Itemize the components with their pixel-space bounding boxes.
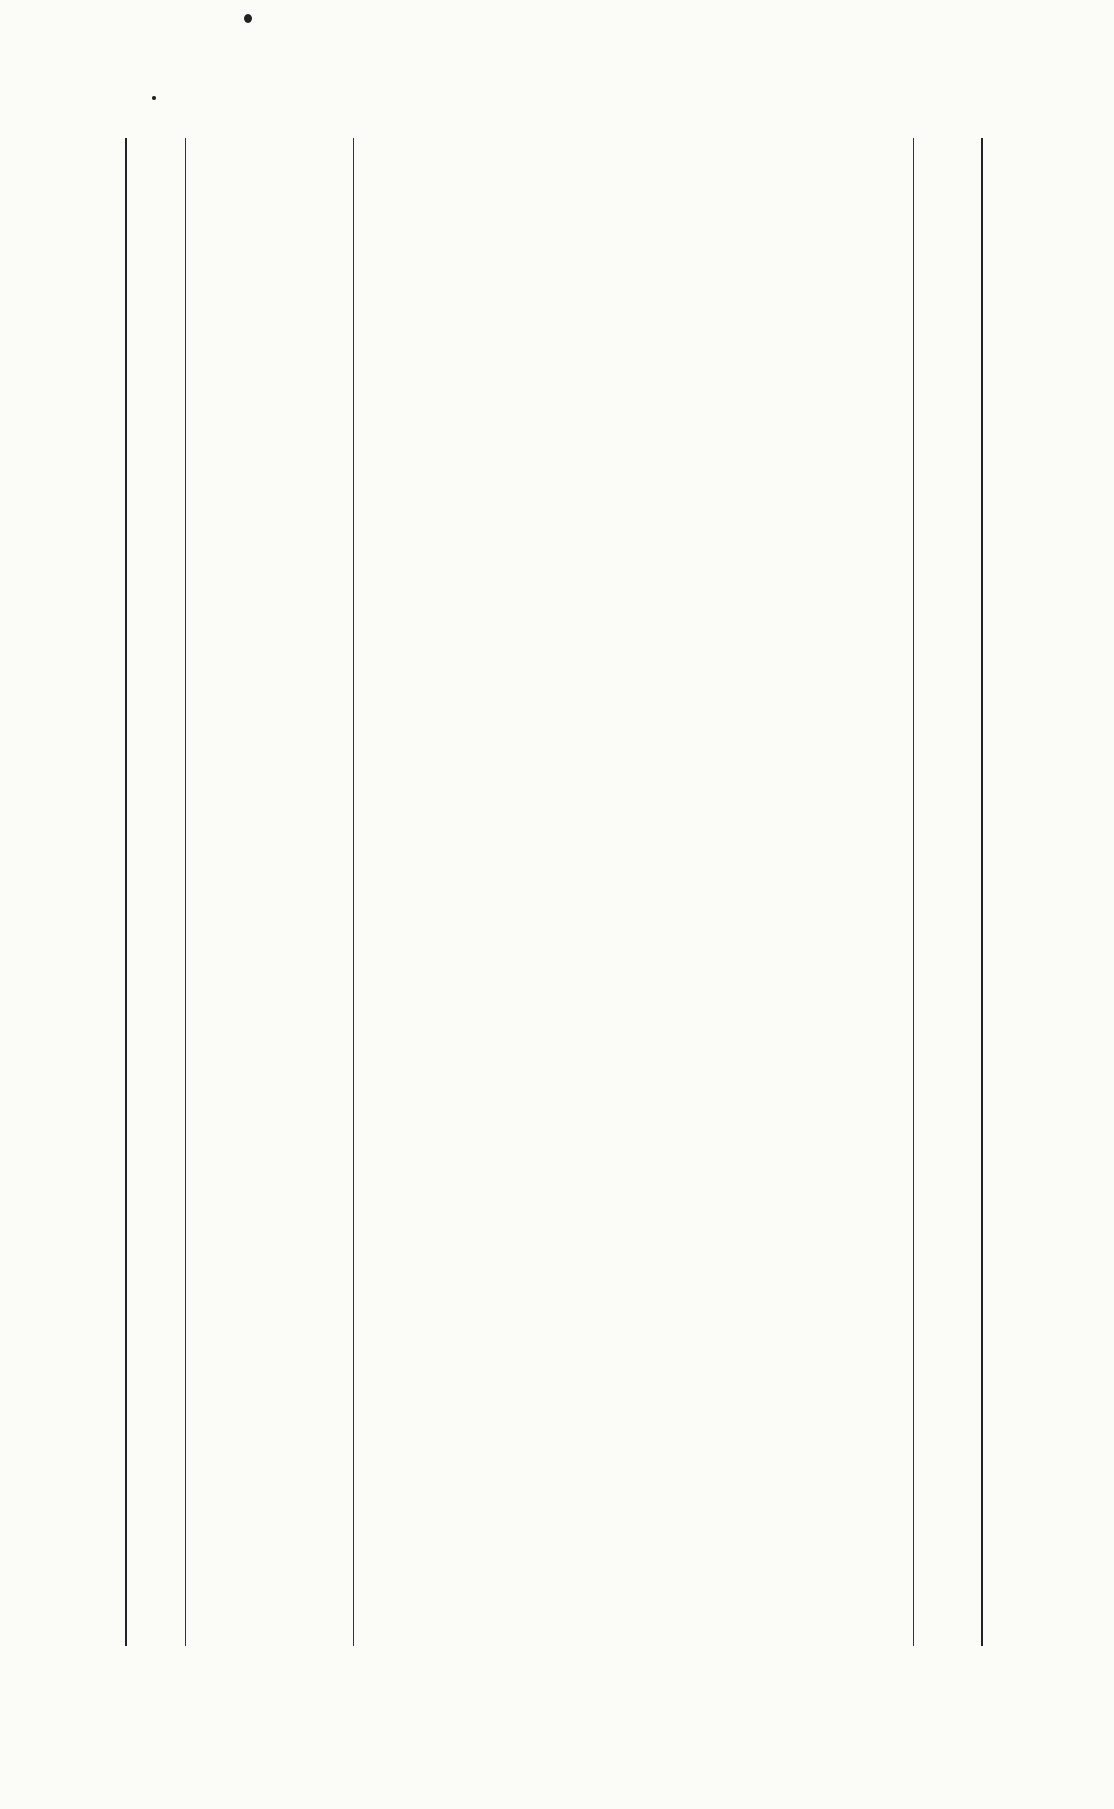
header-bottom-rule	[353, 138, 354, 1646]
rule	[185, 138, 186, 1646]
ink-speck	[152, 96, 156, 100]
totals-rule	[913, 138, 914, 1646]
rotated-table-page	[125, 138, 983, 1646]
ink-speck	[244, 14, 252, 23]
